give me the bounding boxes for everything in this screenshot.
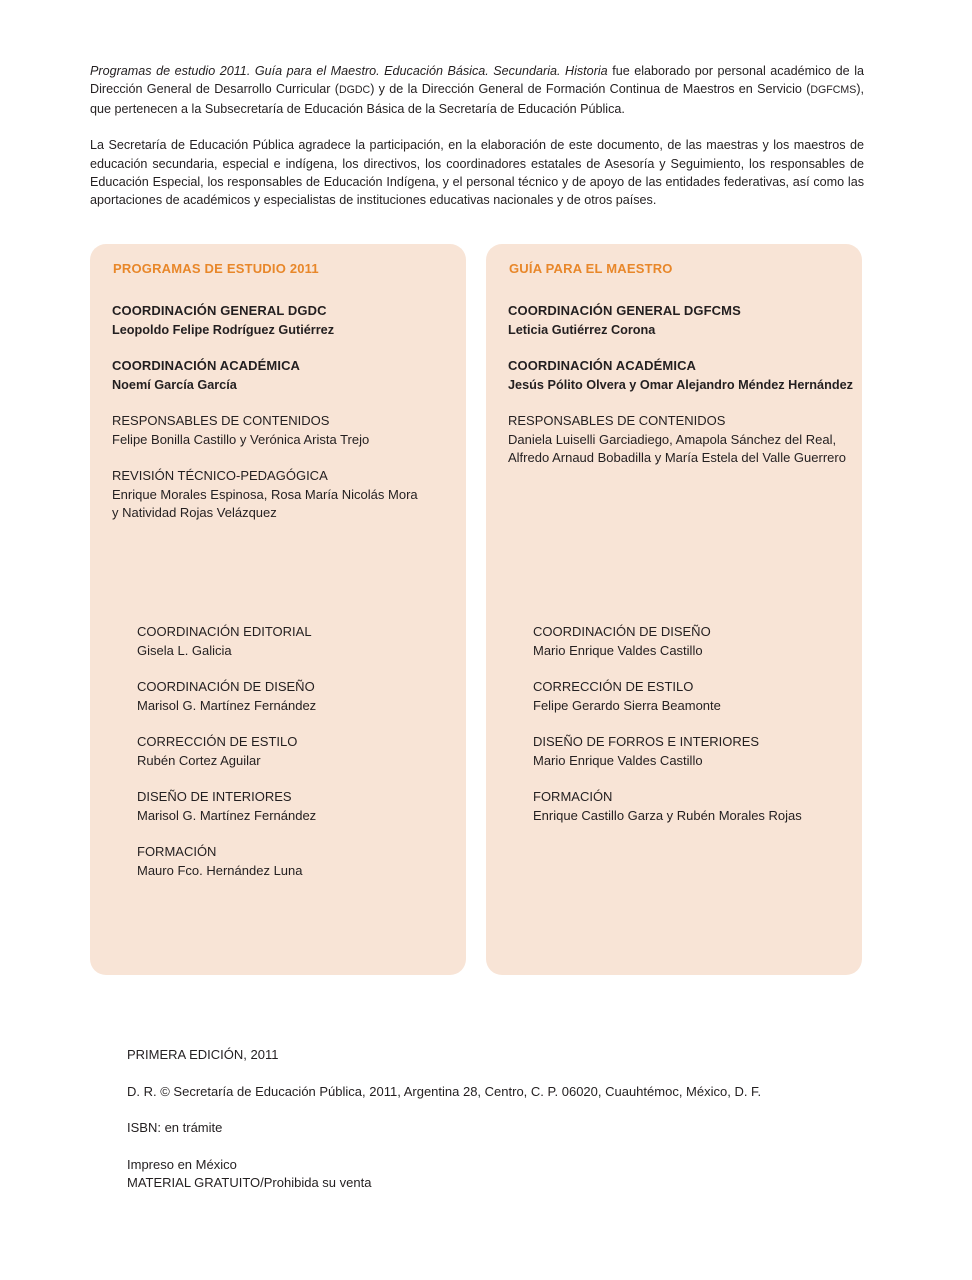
credit-entry [112,467,458,523]
imprint-footer [127,1046,887,1193]
credit-role: CORRECCIÓN DE ESTILO [533,679,694,694]
printed-in-line: Impreso en México [127,1156,237,1172]
primary-credits [508,302,854,486]
credit-name: Enrique Morales Espinosa, Rosa María Nicolás Mora [112,486,418,502]
credit-entry [137,623,457,660]
panel-title: PROGRAMAS DE ESTUDIO 2011 [113,261,319,276]
credit-role: DISEÑO DE INTERIORES [137,789,292,804]
dgfcms-abbreviation: DGFCMS [810,84,857,97]
intro-text-segment: fue elaborado por personal académico de la Dirección General de Desarrollo Curricular ( [90,64,864,97]
credit-entry [137,678,457,715]
credit-entry [508,302,854,339]
copyright-line: D. R. © Secretaría de Educación Pública, 2011, Argentina 28, Centro, C. P. 06020, Cuauhtémoc, México, D. F. [127,1083,762,1099]
credit-entry [508,412,854,468]
credit-role: CORRECCIÓN DE ESTILO [137,734,298,749]
credit-name: Noemí García García [112,377,237,392]
credit-role: RESPONSABLES DE CONTENIDOS [112,413,330,428]
credit-name: Mauro Fco. Hernández Luna [137,862,303,878]
credit-role: COORDINACIÓN GENERAL DGFCMS [508,303,741,318]
editorial-credits [137,623,457,898]
credit-role: COORDINACIÓN DE DISEÑO [533,624,711,639]
credit-name: Rubén Cortez Aguilar [137,752,261,768]
credit-name: Marisol G. Martínez Fernández [137,807,317,823]
credit-entry [533,623,853,660]
panel-title: GUÍA PARA EL MAESTRO [509,261,673,276]
credit-name: Mario Enrique Valdes Castillo [533,752,703,768]
credit-entry [508,357,854,394]
credit-role: COORDINACIÓN DE DISEÑO [137,679,315,694]
intro-paragraph-authorship [90,62,864,118]
credit-name: Felipe Bonilla Castillo y Verónica Arista Trejo [112,431,370,447]
credits-panel-programas [90,244,466,975]
credit-role: COORDINACIÓN EDITORIAL [137,624,312,639]
dgdc-abbreviation: DGDC [338,84,371,97]
credit-role: REVISIÓN TÉCNICO-PEDAGÓGICA [112,468,328,483]
credit-name: Mario Enrique Valdes Castillo [533,642,703,658]
credit-name: Leticia Gutiérrez Corona [508,322,656,337]
credit-entry [533,733,853,770]
credit-role: FORMACIÓN [137,844,217,859]
credit-role: COORDINACIÓN ACADÉMICA [112,358,301,373]
credit-entry [137,843,457,880]
credit-entry [533,788,853,825]
credit-name: Alfredo Arnaud Bobadilla y María Estela del Valle Guerrero [508,450,846,465]
credit-role: FORMACIÓN [533,789,613,804]
credit-entry [137,788,457,825]
free-material-line: MATERIAL GRATUITO/Prohibida su venta [127,1175,372,1190]
intro-text-segment: ) y de la Dirección General de Formación Continua de Maestros en Servicio ( [370,82,811,97]
intro-text [90,62,864,228]
credit-role: COORDINACIÓN GENERAL DGDC [112,303,327,318]
intro-text-segment: ), que pertenecen a la Subsecretaría de Educación Básica de la Secretaría de Educación Pública. [90,82,865,116]
editorial-credits [533,623,853,843]
credit-role: COORDINACIÓN ACADÉMICA [508,358,697,373]
credit-name: Leopoldo Felipe Rodríguez Gutiérrez [112,322,335,337]
edition-line: PRIMERA EDICIÓN, 2011 [127,1047,279,1062]
intro-paragraph-acknowledgements: La Secretaría de Educación Pública agradece la participación, en la elaboración de este documento, de las maestras y los maestros de educación secundaria, especial e indígena, los directivos, los coordinadores estatales de Asesoría y Seguimiento, los responsables de Educación Especial, los responsables de Educación Indígena, y el personal técnico y de apoyo de las entidades federativas, así como las aportaciones de académicos y especialistas de instituciones educativas nacionales y de otros países. [90,138,864,208]
credit-entry [533,678,853,715]
isbn-line: ISBN: en trámite [127,1120,223,1135]
credit-name: Marisol G. Martínez Fernández [137,697,317,713]
publication-title: Programas de estudio 2011. Guía para el Maestro. Educación Básica. Secundaria. Historia [90,64,608,78]
credit-name: Felipe Gerardo Sierra Beamonte [533,697,721,713]
primary-credits [112,302,458,541]
credit-name: Enrique Castillo Garza y Rubén Morales Rojas [533,807,802,823]
credit-entry [112,357,458,394]
credit-entry [112,302,458,339]
credit-name: y Natividad Rojas Velázquez [112,505,277,520]
credit-name: Jesús Pólito Olvera y Omar Alejandro Méndez Hernández [508,377,854,392]
credits-panel-guia [486,244,862,975]
credit-role: DISEÑO DE FORROS E INTERIORES [533,734,760,749]
credit-entry [112,412,458,449]
credit-role: RESPONSABLES DE CONTENIDOS [508,413,726,428]
credit-entry [137,733,457,770]
credit-name: Gisela L. Galicia [137,642,232,658]
credit-name: Daniela Luiselli Garciadiego, Amapola Sánchez del Real, [508,431,837,447]
